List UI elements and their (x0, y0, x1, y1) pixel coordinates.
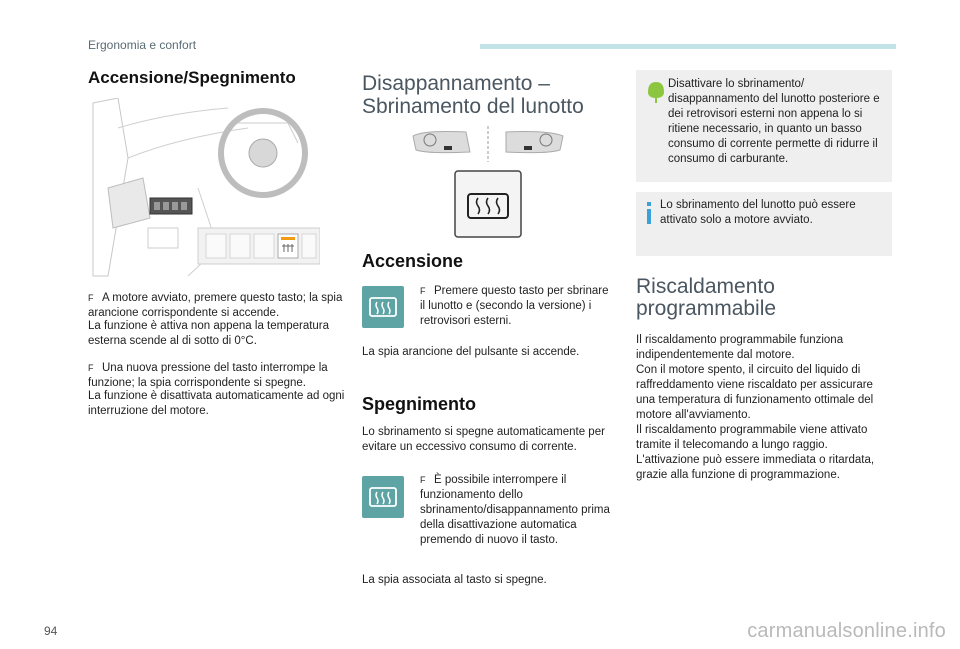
dashboard-illustration (88, 98, 320, 278)
eco-leaf-icon (646, 80, 666, 104)
right-title-line1: Riscaldamento (636, 275, 775, 298)
defrost-button-illustration (454, 170, 522, 238)
left-bullet-2 (88, 361, 350, 391)
info-note-text: Lo sbrinamento del lunotto può essere attivato solo a motore avviato. (660, 199, 856, 226)
left-bullet-1-text: A motore avviato, premere questo tasto; la spia arancione corrispondente si accende. (88, 292, 343, 319)
info-note-box (636, 192, 892, 256)
mirrors-illustration (408, 124, 568, 164)
left-section-title: Accensione/Spegnimento (88, 68, 296, 87)
page-number: 94 (44, 624, 58, 638)
spegnimento-text: Lo sbrinamento si spegne automaticamente per evitare un eccessivo consumo di corrente. (362, 426, 605, 453)
left-para-1: La funzione è attiva non appena la temperatura esterna scende al di sotto di 0°C. (88, 320, 330, 347)
eco-note-box (636, 70, 892, 182)
bullet-arrow-icon: F (420, 475, 426, 485)
defrost-icon (362, 476, 404, 518)
defrost-icon (362, 286, 404, 328)
left-bullet-2-text: Una nuova pressione del tasto interrompe la funzione; la spia corrispondente si spegne. (88, 362, 328, 389)
spegnimento-bullet (420, 473, 610, 548)
left-bullet-1 (88, 291, 350, 321)
eco-note-text: Disattivare lo sbrinamento/ disappannamento del lunotto posteriore e dei retrovisori esterni non appena lo si ritiene necessario, in quanto un basso consumo di corrente permette di ridurre il consumo di carburante. (668, 78, 880, 165)
accensione-bullet-text: Premere questo tasto per sbrinare il lunotto e (secondo la versione) i retrovisori esterni. (420, 285, 609, 327)
bullet-arrow-icon: F (420, 286, 426, 296)
bullet-arrow-icon: F (88, 363, 94, 373)
middle-title-line2: Sbrinamento del lunotto (362, 95, 584, 118)
header-accent-bar (480, 44, 896, 49)
left-para-2: La funzione è disattivata automaticamente ad ogni interruzione del motore. (88, 390, 345, 417)
right-body-text: Il riscaldamento programmabile funziona indipendentemente dal motore. Con il motore spento, il circuito del liquido di raffreddamento viene riscaldato per assicurare una temperatura di funzionamento ottimale del motore all'avviamento. Il riscaldamento programmabile viene attivato tramite il telecomando a lungo raggio. L'attivazione può essere immediata o ritardata, grazie alla funzione di programmazione. (636, 334, 875, 481)
spegnimento-bullet-text: È possibile interrompere il funzionamento dello sbrinamento/disappannamento prima della disattivazione automatica premendo di nuovo il tasto. (420, 474, 610, 546)
watermark: carmanualsonline.info (747, 620, 946, 642)
spegnimento-end-text: La spia associata al tasto si spegne. (362, 574, 547, 586)
accensione-heading: Accensione (362, 251, 464, 271)
accensione-text: La spia arancione del pulsante si accende. (362, 346, 580, 358)
spegnimento-heading: Spegnimento (362, 394, 477, 414)
info-icon (646, 202, 652, 224)
right-title-line2: programmabile (636, 297, 777, 320)
bullet-arrow-icon: F (88, 293, 94, 303)
middle-title-line1: Disappannamento – (362, 72, 550, 95)
accensione-bullet (420, 284, 610, 329)
section-header: Ergonomia e confort (88, 38, 197, 52)
